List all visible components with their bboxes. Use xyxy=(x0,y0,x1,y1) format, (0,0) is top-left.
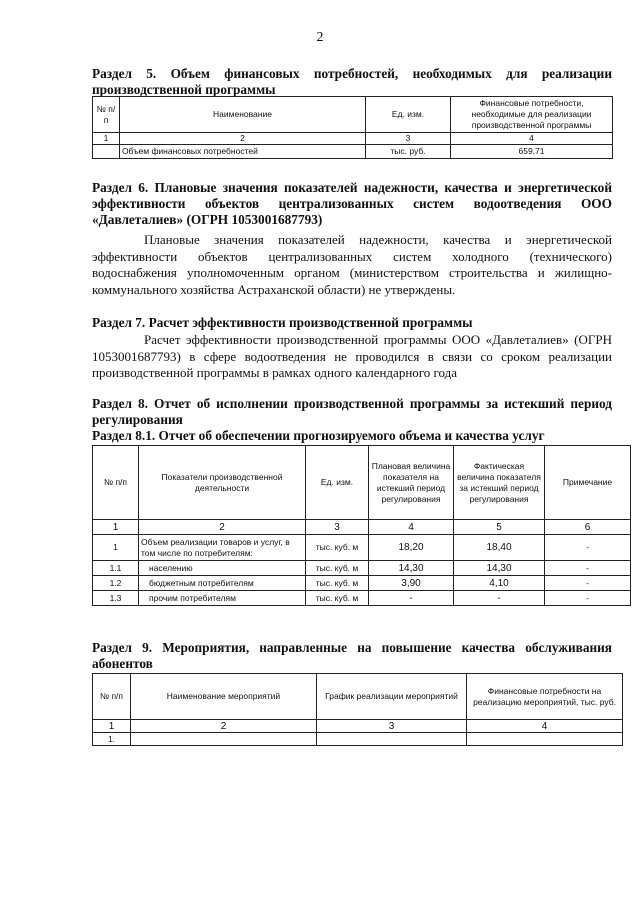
col-plan-header: Плановая величина показателя на истекший период регулирования xyxy=(369,446,454,520)
section-9-heading: Раздел 9. Мероприятия, направленные на повышение качества обслуживания абонентов xyxy=(92,640,612,671)
row-finance xyxy=(467,733,623,746)
row-name: бюджетным потребителям xyxy=(139,576,306,591)
section-8-1-heading: Раздел 8.1. Отчет об обеспечении прогнозируемого объема и качества услуг xyxy=(92,428,545,443)
col-note-header: Примечание xyxy=(545,446,631,520)
col-number: 2 xyxy=(131,720,317,733)
col-finance-header: Финансовые потребности на реализацию мероприятий, тыс. руб. xyxy=(467,674,623,720)
row-unit: тыс. куб. м xyxy=(306,561,369,576)
row-fact: 14,30 xyxy=(454,561,545,576)
col-no-header: № п/п xyxy=(93,674,131,720)
section-8-table xyxy=(92,445,631,606)
col-finance-header: Финансовые потребности, необходимые для реализации производственной программы xyxy=(451,97,613,133)
col-measure-header: Наименование мероприятий xyxy=(131,674,317,720)
row-fact: 4,10 xyxy=(454,576,545,591)
row-name: прочим потребителям xyxy=(139,591,306,606)
row-name: Объем финансовых потребностей xyxy=(120,145,366,159)
table-row xyxy=(93,733,623,746)
col-number: 4 xyxy=(467,720,623,733)
row-fact: - xyxy=(454,591,545,606)
section-6-text: Плановые значения показателей надежности, качества и энергетической эффективности объектов централизованных систем холодного (технического) водоснабжения уполномоченным органом (министерством строительства и жилищно-коммунального хозяйства Астраханской области) не утверждены. xyxy=(92,232,612,297)
col-number: 1 xyxy=(93,133,120,145)
table-row xyxy=(93,561,631,576)
table-row xyxy=(93,535,631,561)
col-no-header: № п/п xyxy=(93,446,139,520)
section-5-heading: Раздел 5. Объем финансовых потребностей, необходимых для реализации производственной программы xyxy=(92,66,612,97)
table-row xyxy=(93,145,613,159)
section-7-text: Расчет эффективности производственной программы ООО «Давлеталиев» (ОГРН 1053001687793) в сфере водоотведения не проводился в связи со сроком реализации производственной программы в рамках одного календарного года xyxy=(92,332,612,380)
table-row xyxy=(93,591,631,606)
row-no xyxy=(93,145,120,159)
row-unit: тыс. куб. м xyxy=(306,591,369,606)
col-fact-header: Фактическая величина показателя за истекший период регулирования xyxy=(454,446,545,520)
col-schedule-header: График реализации мероприятий xyxy=(317,674,467,720)
row-no: 1 xyxy=(93,535,139,561)
col-number: 3 xyxy=(317,720,467,733)
col-number: 4 xyxy=(451,133,613,145)
col-unit-header: Ед. изм. xyxy=(366,97,451,133)
row-note: - xyxy=(545,591,631,606)
row-no: 1.3 xyxy=(93,591,139,606)
col-number: 1 xyxy=(93,720,131,733)
row-note: - xyxy=(545,576,631,591)
col-name-header: Наименование xyxy=(120,97,366,133)
row-no: 1.2 xyxy=(93,576,139,591)
col-number: 6 xyxy=(545,520,631,535)
col-number: 3 xyxy=(306,520,369,535)
col-number: 2 xyxy=(139,520,306,535)
col-no-header: № п/п xyxy=(93,97,120,133)
col-unit-header: Ед. изм. xyxy=(306,446,369,520)
col-number: 5 xyxy=(454,520,545,535)
row-no: 1.1 xyxy=(93,561,139,576)
section-5-table xyxy=(92,96,613,159)
row-fact: 18,40 xyxy=(454,535,545,561)
row-unit: тыс. руб. xyxy=(366,145,451,159)
section-7-heading: Раздел 7. Расчет эффективности производственной программы xyxy=(92,315,473,330)
row-plan: 3,90 xyxy=(369,576,454,591)
row-value: 659,71 xyxy=(451,145,613,159)
section-9-table xyxy=(92,673,623,746)
row-note: - xyxy=(545,561,631,576)
row-name: Объем реализации товаров и услуг, в том числе по потребителям: xyxy=(139,535,306,561)
row-unit: тыс. куб. м xyxy=(306,535,369,561)
row-plan: - xyxy=(369,591,454,606)
col-indicator-header: Показатели производственной деятельности xyxy=(139,446,306,520)
section-6-heading: Раздел 6. Плановые значения показателей надежности, качества и энергетической эффективности объектов централизованных систем водоотведения ООО «Давлеталиев» (ОГРН 1053001687793) xyxy=(92,180,612,227)
col-number: 1 xyxy=(93,520,139,535)
row-no: 1. xyxy=(93,733,131,746)
col-number: 2 xyxy=(120,133,366,145)
row-plan: 18,20 xyxy=(369,535,454,561)
row-name xyxy=(131,733,317,746)
row-unit: тыс. куб. м xyxy=(306,576,369,591)
row-schedule xyxy=(317,733,467,746)
section-8-heading: Раздел 8. Отчет об исполнении производственной программы за истекший период регулирования xyxy=(92,396,612,427)
col-number: 4 xyxy=(369,520,454,535)
row-name: населению xyxy=(139,561,306,576)
col-number: 3 xyxy=(366,133,451,145)
table-row xyxy=(93,576,631,591)
row-note: - xyxy=(545,535,631,561)
page-number: 2 xyxy=(316,30,324,45)
row-plan: 14,30 xyxy=(369,561,454,576)
